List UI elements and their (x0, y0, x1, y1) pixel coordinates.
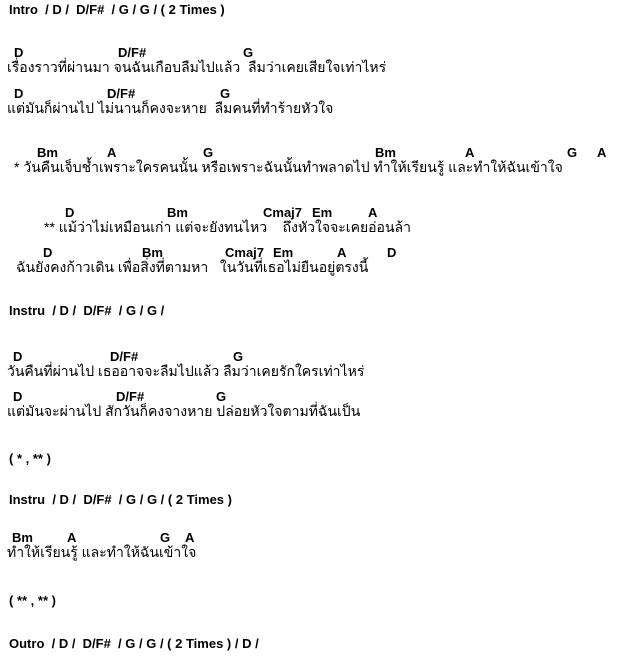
chord: A (185, 530, 195, 545)
lyric-line: * วันคืนเจ็บช้ำเพราะใครคนนั้น หรือเพราะฉันนั้นทำพลาดไป ทำให้เรียนรู้ และทำให้ฉันเข้าใจ (14, 159, 563, 175)
chord: G (216, 389, 227, 404)
lyric-line: แต่มันจะผ่านไป สักวันก็คงจางหาย ปล่อยหัวใจตามที่ฉันเป็น (7, 403, 361, 419)
chord: D (13, 349, 23, 364)
chord-row (0, 46, 620, 60)
section-label: Outro / D / D/F# / G / G / ( 2 Times ) / D / (9, 636, 259, 651)
chord: A (107, 145, 117, 160)
section-label: ( * , ** ) (9, 451, 51, 466)
chord: D (43, 245, 53, 260)
chord: G (567, 145, 578, 160)
section-label: Instru / D / D/F# / G / G / ( 2 Times ) (9, 492, 232, 507)
section-label: Instru / D / D/F# / G / G / (9, 303, 165, 318)
chord: A (597, 145, 607, 160)
chord: D (65, 205, 75, 220)
chord: A (337, 245, 347, 260)
chord: Em (273, 245, 294, 260)
chord-row (0, 146, 620, 160)
chord: D/F# (118, 45, 147, 60)
chord: D (387, 245, 397, 260)
chord: G (220, 86, 231, 101)
lyric-line: ** แม้ว่าไม่เหมือนเก่า แต่จะยังทนไหว ถึงหัวใจจะเคยอ่อนล้า (44, 219, 411, 235)
chord: D/F# (116, 389, 145, 404)
chord: Em (312, 205, 333, 220)
chord: Bm (167, 205, 188, 220)
chord: Cmaj7 (263, 205, 303, 220)
chord: Bm (37, 145, 58, 160)
lyric-line: ฉันยังคงก้าวเดิน เพื่อสิ่งที่ตามหา ในวันที่เธอไม่ยืนอยู่ตรงนี้ (16, 259, 369, 275)
chord: G (243, 45, 254, 60)
chord-row (0, 531, 620, 545)
chord: D (14, 45, 24, 60)
chord: D/F# (107, 86, 136, 101)
chord: G (160, 530, 171, 545)
chord-row (0, 206, 620, 220)
chord: A (67, 530, 77, 545)
section-label: Intro / D / D/F# / G / G / ( 2 Times ) (9, 2, 225, 17)
chord: G (233, 349, 244, 364)
chord: Bm (142, 245, 163, 260)
lyric-line: แต่มันก็ผ่านไป ไม่นานก็คงจะหาย ลืมคนที่ทำร้ายหัวใจ (7, 100, 334, 116)
chord-row (0, 246, 620, 260)
chord: D/F# (110, 349, 139, 364)
lyric-line: วันคืนที่ผ่านไป เธออาจจะลืมไปแล้ว ลืมว่าเคยรักใครเท่าไหร่ (7, 363, 365, 379)
lyric-line: เรื่องราวที่ผ่านมา จนฉันเกือบลืมไปแล้ว ลืมว่าเคยเสียใจเท่าไหร่ (7, 59, 387, 75)
chord: Bm (375, 145, 396, 160)
chord-row (0, 390, 620, 404)
chord: G (203, 145, 214, 160)
chord-row (0, 87, 620, 101)
chord: A (368, 205, 378, 220)
chord-row (0, 350, 620, 364)
chord: A (465, 145, 475, 160)
chord: D (13, 389, 23, 404)
lyric-line: ทำให้เรียนรู้ และทำให้ฉันเข้าใจ (7, 544, 197, 560)
chord: Cmaj7 (225, 245, 265, 260)
chord: Bm (12, 530, 33, 545)
chord: D (14, 86, 24, 101)
section-label: ( ** , ** ) (9, 593, 56, 608)
